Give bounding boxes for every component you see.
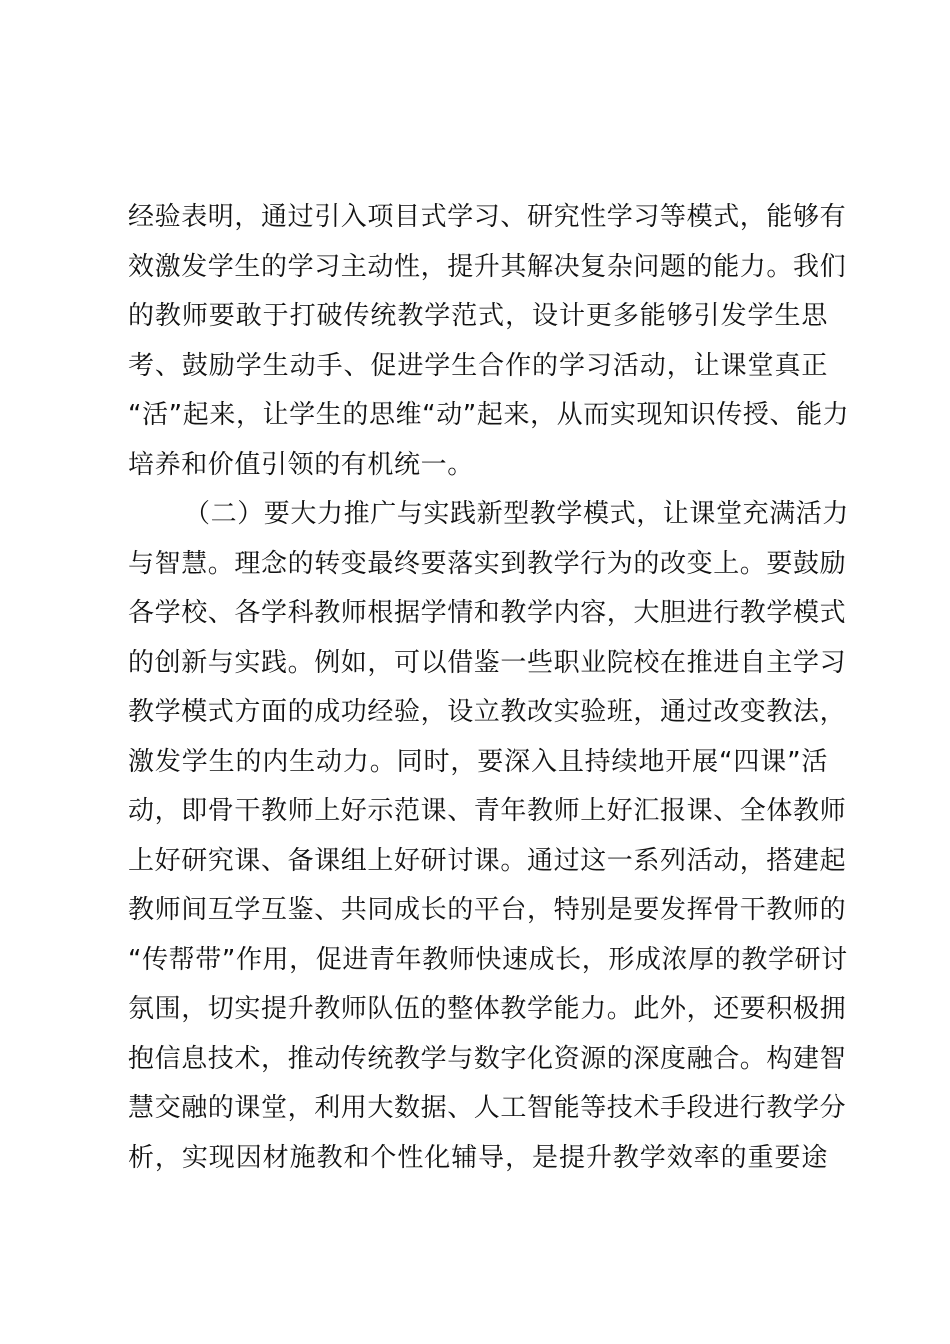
paragraph-line: 动，即骨干教师上好示范课、青年教师上好汇报课、全体教师 <box>128 796 847 826</box>
paragraph-line: 教师间互学互鉴、共同成长的平台，特别是要发挥骨干教师的 <box>128 895 847 925</box>
paragraph-line: “活”起来，让学生的思维“动”起来，从而实现知识传授、能力 <box>128 400 850 430</box>
paragraph-line: 的创新与实践。例如，可以借鉴一些职业院校在推进自主学习 <box>128 647 847 678</box>
paragraph-line: 激发学生的内生动力。同时，要深入且持续地开展“四课”活 <box>128 746 828 777</box>
paragraph-line: 上好研究课、备课组上好研讨课。通过这一系列活动，搭建起 <box>128 845 847 876</box>
paragraph-line: 的教师要敢于打破传统教学范式，设计更多能够引发学生思 <box>128 301 828 331</box>
section-heading-line: （二）要大力推广与实践新型教学模式，让课堂充满活力 <box>184 499 850 529</box>
paragraph-line: 效激发学生的学习主动性，提升其解决复杂问题的能力。我们 <box>128 251 847 282</box>
paragraph-line: 与智慧。理念的转变最终要落实到教学行为的改变上。要鼓励 <box>128 548 847 579</box>
paragraph-line: “传帮带”作用，促进青年教师快速成长，形成浓厚的教学研讨 <box>128 944 848 975</box>
paragraph-line: 析，实现因材施教和个性化辅导，是提升教学效率的重要途 <box>128 1142 828 1173</box>
paragraph-line: 考、鼓励学生动手、促进学生合作的学习活动，让课堂真正 <box>128 350 828 381</box>
paragraph-line: 经验表明，通过引入项目式学习、研究性学习等模式，能够有 <box>128 202 847 232</box>
body-text <box>128 193 850 1183</box>
paragraph-line: 教学模式方面的成功经验，设立教改实验班，通过改变教法， <box>128 697 847 727</box>
paragraph-line: 慧交融的课堂，利用大数据、人工智能等技术手段进行教学分 <box>128 1093 847 1123</box>
paragraph-line: 培养和价值引领的有机统一。 <box>128 449 474 480</box>
paragraph-line: 各学校、各学科教师根据学情和教学内容，大胆进行教学模式 <box>128 598 847 628</box>
paragraph-line: 抱信息技术，推动传统教学与数字化资源的深度融合。构建智 <box>128 1043 847 1074</box>
paragraph-line: 氛围，切实提升教师队伍的整体教学能力。此外，还要积极拥 <box>128 994 847 1024</box>
